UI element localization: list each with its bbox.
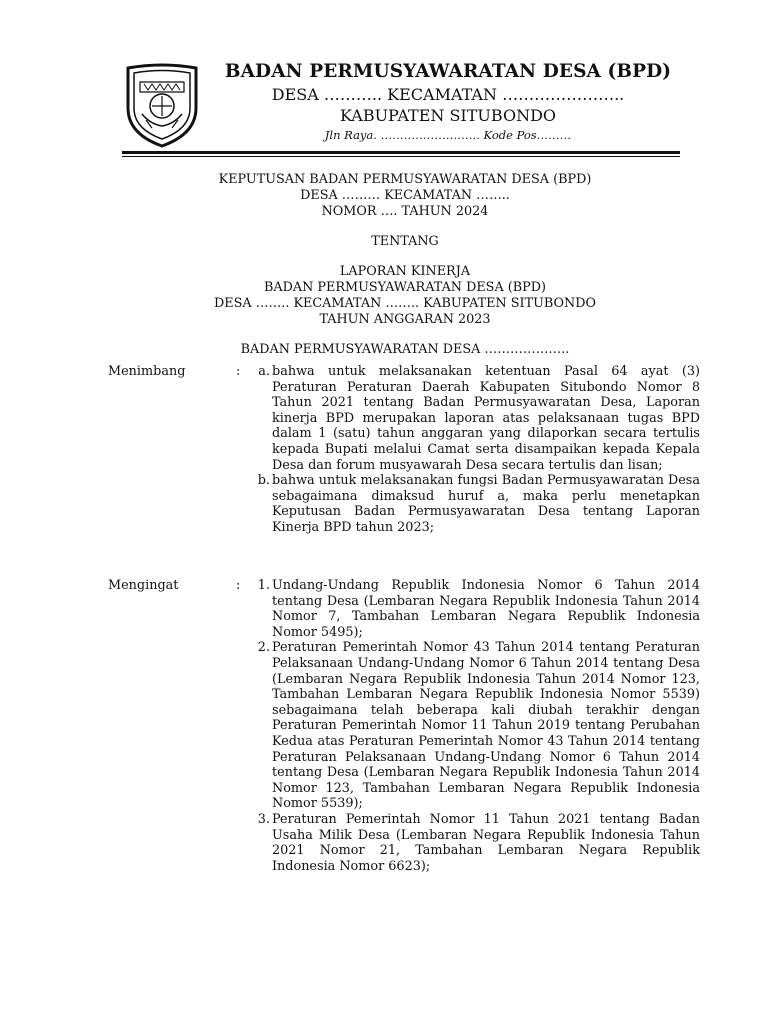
subject-line-2: BADAN PERMUSYAWARATAN DESA (BPD) [263,280,547,295]
decision-village: DESA ……… KECAMATAN …….. [300,188,510,203]
item-marker: 3. [257,811,270,827]
list-item [108,640,700,812]
item-text: Peraturan Pemerintah Nomor 43 Tahun 2014 tentang Peraturan Pelaksanaan Undang-Undang Nomor 6 Tahun 2014 tentang Desa (Lembaran Negara Republik Indonesia Tahun 2014 Nomor 123, Tambahan Lembaran Negara Republik Indonesia Nomor 5539) sebagaimana telah beberapa kali diubah terakhir dengan Peraturan Pemerintah Nomor 11 Tahun 2019 tentang Perubahan Kedua atas Peraturan Pemerintah Nomor 43 Tahun 2014 tentang Peraturan Pelaksanaan Undang-Undang Nomor 6 Tahun 2014 tentang Desa (Lembaran Negara Republik Indonesia Tahun 2014 Nomor 123, Tambahan Lembaran Negara Republik Indonesia Nomor 5539); [272,640,700,812]
remembering-label: Mengingat [108,578,179,593]
letterhead-regency: KABUPATEN SITUBONDO [339,106,557,125]
list-item [108,812,700,874]
about-label: TENTANG [371,234,439,249]
letterhead-divider-thin [122,156,680,157]
letterhead-address: Jln Raya. …………………….. Kode Pos……… [324,128,572,142]
authority-line: BADAN PERMUSYAWARATAN DESA ……………….. [240,342,570,357]
item-marker: 1. [257,578,270,593]
letterhead-village-line: DESA ……….. KECAMATAN ………………….. [271,85,625,104]
decision-subject [110,264,700,328]
decision-number: NOMOR …. TAHUN 2024 [321,204,489,219]
letterhead [0,0,768,160]
remembering-section [108,578,700,874]
letterhead-divider-thick [122,151,680,154]
list-item [108,578,700,640]
subject-line-3: DESA …….. KECAMATAN …….. KABUPATEN SITUBONDO [213,296,596,311]
decision-title: KEPUTUSAN BADAN PERMUSYAWARATAN DESA (BPD) [218,172,592,187]
item-text: Undang-Undang Republik Indonesia Nomor 6 Tahun 2014 tentang Desa (Lembaran Negara Republik Indonesia Tahun 2014 Nomor 7, Tambahan Lembaran Negara Republik Indonesia Nomor 5495); [272,578,700,640]
subject-line-4: TAHUN ANGGARAN 2023 [319,312,491,327]
list-item [108,473,700,535]
item-text: bahwa untuk melaksanakan ketentuan Pasal 64 ayat (3) Peraturan Peraturan Daerah Kabupaten Situbondo Nomor 8 Tahun 2021 tentang Badan Permusyawaratan Desa, Laporan kinerja BPD merupakan laporan atas pelaksanaan tugas BPD dalam 1 (satu) tahun anggaran yang dilaporkan secara tertulis kepada Bupati melalui Camat serta disampaikan kepada Kepala Desa dan forum musyawarah Desa secara tertulis dan lisan; [272,364,700,473]
subject-line-1: LAPORAN KINERJA [339,264,471,279]
item-text: bahwa untuk melaksanakan fungsi Badan Permusyawaratan Desa sebagaimana dimaksud huruf a, maka perlu menetapkan Keputusan Badan Permusyawaratan Desa tentang Laporan Kinerja BPD tahun 2023; [272,473,700,535]
list-item [108,364,700,473]
item-text: Peraturan Pemerintah Nomor 11 Tahun 2021 tentang Badan Usaha Milik Desa (Lembaran Negara Republik Indonesia Tahun 2021 Nomor 21, Tambahan Lembaran Negara Republik Indonesia Nomor 6623); [272,811,700,874]
decision-heading [110,172,700,220]
considering-section [108,364,700,536]
letterhead-title: BADAN PERMUSYAWARATAN DESA (BPD) [224,61,672,82]
item-marker: a. [258,364,270,379]
regency-emblem-icon [124,62,200,148]
item-marker: 2. [257,640,270,656]
colon: : [236,364,241,379]
item-marker: b. [257,473,270,489]
considering-label: Menimbang [108,364,186,379]
colon: : [236,578,241,593]
